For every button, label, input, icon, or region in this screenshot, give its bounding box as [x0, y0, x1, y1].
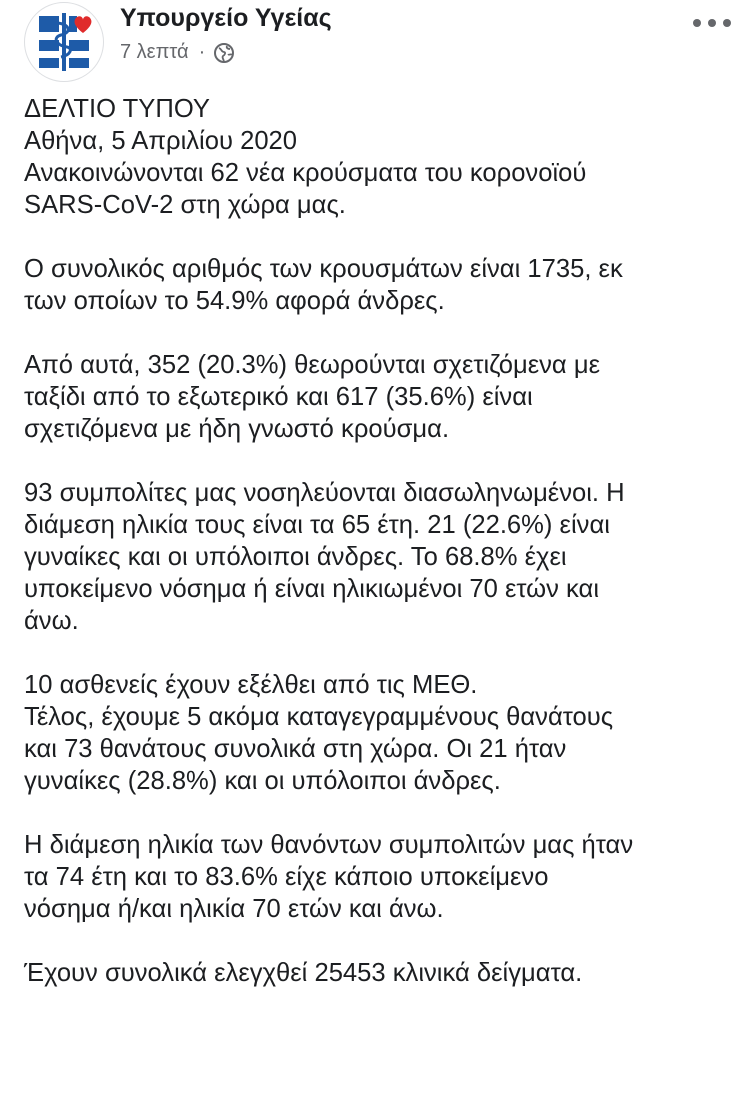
paragraph-press-release-header	[24, 93, 730, 221]
text-line: σχετιζόμενα με ήδη γνωστό κρούσμα.	[24, 415, 450, 443]
paragraph-intubated	[24, 477, 730, 637]
more-options-button[interactable]	[690, 12, 734, 34]
text-line: διάμεση ηλικία τους είναι τα 65 έτη. 21 (22.6%) είναι	[24, 511, 610, 539]
paragraph-icu-deaths	[24, 669, 730, 797]
page-name-link[interactable]: Υπουργείο Υγείας	[120, 4, 332, 32]
text-line: Η διάμεση ηλικία των θανόντων συμπολιτών μας ήταν	[24, 831, 634, 859]
text-line: υποκείμενο νόσημα ή είναι ηλικιωμένοι 70 ετών και	[24, 575, 600, 603]
globe-icon[interactable]	[213, 42, 235, 64]
text-line: και 73 θανάτους συνολικά στη χώρα. Οι 21 ήταν	[24, 735, 567, 763]
text-line: γυναίκες (28.8%) και οι υπόλοιποι άνδρες.	[24, 767, 501, 795]
text-line: των οποίων το 54.9% αφορά άνδρες.	[24, 287, 445, 315]
text-line: άνω.	[24, 607, 79, 635]
post-header	[0, 0, 750, 84]
text-line: Έχουν συνολικά ελεγχθεί 25453 κλινικά δείγματα.	[24, 959, 583, 987]
paragraph-tests	[24, 957, 730, 989]
text-line: Ο συνολικός αριθμός των κρουσμάτων είναι 1735, εκ	[24, 255, 623, 283]
text-line: ταξίδι από το εξωτερικό και 617 (35.6%) είναι	[24, 383, 533, 411]
text-line: Τέλος, έχουμε 5 ακόμα καταγεγραμμένους θανάτους	[24, 703, 614, 731]
text-line: 10 ασθενείς έχουν εξέλθει από τις ΜΕΘ.	[24, 671, 478, 699]
paragraph-case-sources	[24, 349, 730, 445]
text-line: SARS-CoV-2 στη χώρα μας.	[24, 191, 346, 219]
post-meta	[120, 41, 235, 64]
ministry-of-health-logo-icon	[25, 3, 103, 81]
paragraph-median-age-deaths	[24, 829, 730, 925]
more-options-icon	[690, 12, 734, 34]
text-line: τα 74 έτη και το 83.6% είχε κάποιο υποκείμενο	[24, 863, 549, 891]
post-timestamp[interactable]: 7 λεπτά	[120, 41, 189, 63]
text-line: γυναίκες και οι υπόλοιποι άνδρες. Το 68.8% έχει	[24, 543, 567, 571]
text-line: Ανακοινώνονται 62 νέα κρούσματα του κορονοϊού	[24, 159, 587, 187]
ministry-of-health-logo-avatar[interactable]	[24, 2, 104, 82]
text-line: 93 συμπολίτες μας νοσηλεύονται διασωληνωμένοι. Η	[24, 479, 625, 507]
paragraph-total-cases	[24, 253, 730, 317]
text-line: νόσημα ή/και ηλικία 70 ετών και άνω.	[24, 895, 444, 923]
post-text	[24, 93, 730, 1021]
meta-separator: ·	[198, 41, 206, 63]
text-line: ΔΕΛΤΙΟ ΤΥΠΟΥ	[24, 95, 211, 123]
text-line: Αθήνα, 5 Απριλίου 2020	[24, 127, 298, 155]
text-line: Από αυτά, 352 (20.3%) θεωρούνται σχετιζόμενα με	[24, 351, 600, 379]
